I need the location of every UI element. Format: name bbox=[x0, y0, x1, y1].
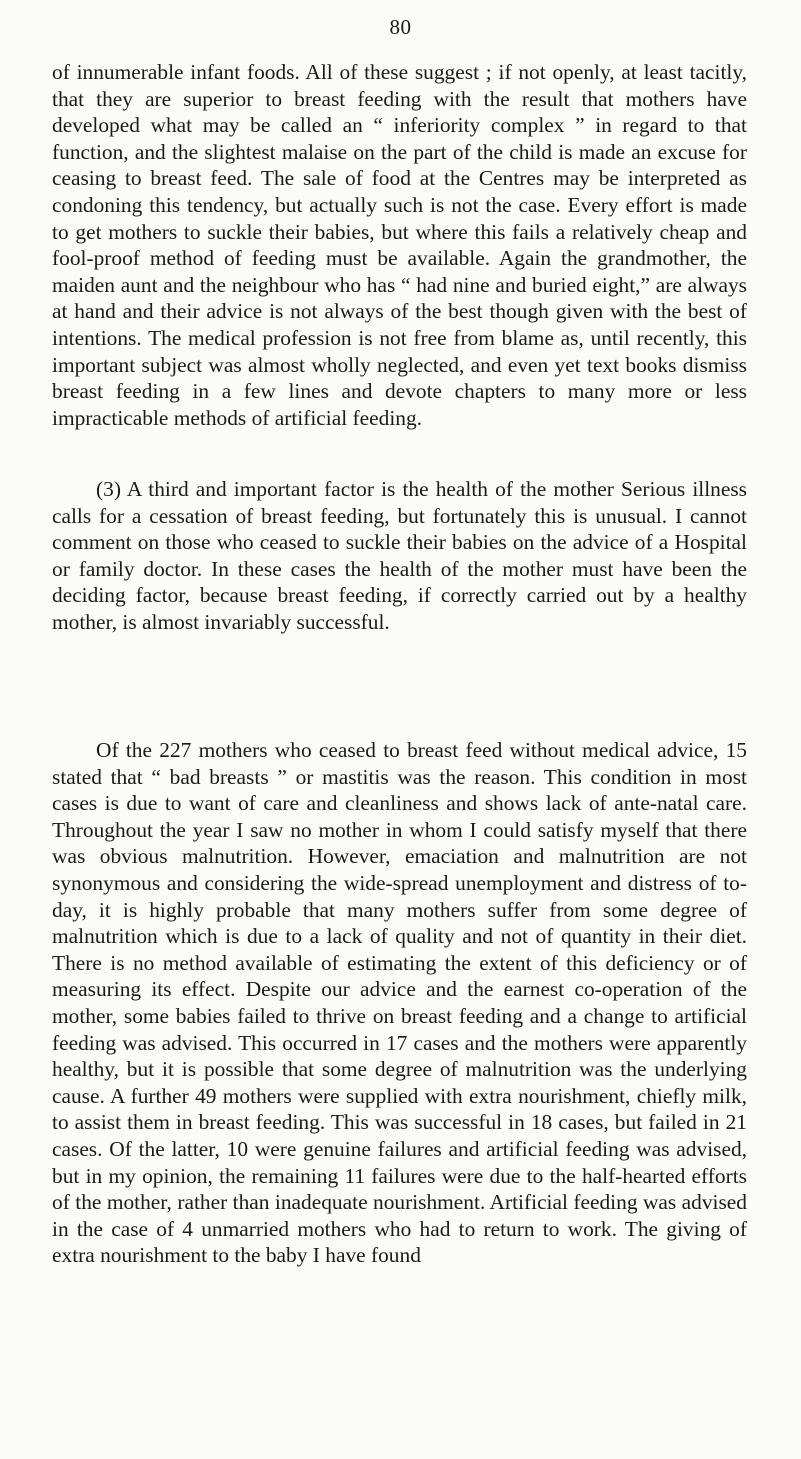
page-number: 80 bbox=[389, 15, 412, 39]
paragraph-mother-health: (3) A third and important factor is the health of the mother Serious illness calls for a cessation of breast feeding, but fortunately this is unusual. I cannot comment on those who ceased to suckle their babies on the advice of a Hospital or family doctor. In these cases the health of the mother must have been the deciding factor, because breast feeding, if correctly carried out by a healthy mother, is almost invariably successful. bbox=[52, 477, 747, 634]
paragraph-infant-foods: of innumerable infant foods. All of these suggest ; if not openly, at least tacitly, that they are superior to breast feeding with the result that mothers have developed what may be called an “ inferiority complex ” in regard to that function, and the slightest malaise on the part of the child is made an excuse for ceasing to breast feed. The sale of food at the Centres may be interpreted as condoning this tendency, but actually such is not the case. Every effort is made to get mothers to suckle their babies, but where this fails a relatively cheap and fool-proof method of feeding must be available. Again the grandmother, the maiden aunt and the neighbour who has “ had nine and buried eight,” are always at hand and their advice is not always of the best though given with the best of intentions. The medical profession is not free from blame as, until recently, this important subject was almost wholly neglected, and even yet text books dismiss breast feeding in a few lines and devote chapters to many more or less impracticable methods of artificial feeding. bbox=[52, 60, 747, 430]
paragraph-malnutrition: Of the 227 mothers who ceased to breast feed without medical advice, 15 stated that “ bad breasts ” or mastitis was the reason. This condition in most cases is due to want of care and cleanliness and shows lack of ante-natal care. Throughout the year I saw no mother in whom I could satisfy myself that there was obvious malnutrition. However, emaciation and malnutrition are not synonymous and considering the wide-spread unemployment and distress of to-day, it is highly probable that many mothers suffer from some degree of malnutrition which is due to a lack of quality and not of quantity in their diet. There is no method available of estimating the extent of this deficiency or of measuring its effect. Despite our advice and the earnest co-operation of the mother, some babies failed to thrive on breast feeding and a change to artificial feeding was advised. This occurred in 17 cases and the mothers were apparently healthy, but it is possible that some degree of malnutrition was the underlying cause. A further 49 mothers were supplied with extra nourishment, chiefly milk, to assist them in breast feeding. This was successful in 18 cases, but failed in 21 cases. Of the latter, 10 were genuine failures and artificial feeding was advised, but in my opinion, the remaining 11 failures were due to the half-hearted efforts of the mother, rather than inadequate nourishment. Artificial feeding was advised in the case of 4 unmarried mothers who had to return to work. The giving of extra nourishment to the baby I have found bbox=[52, 738, 747, 1268]
